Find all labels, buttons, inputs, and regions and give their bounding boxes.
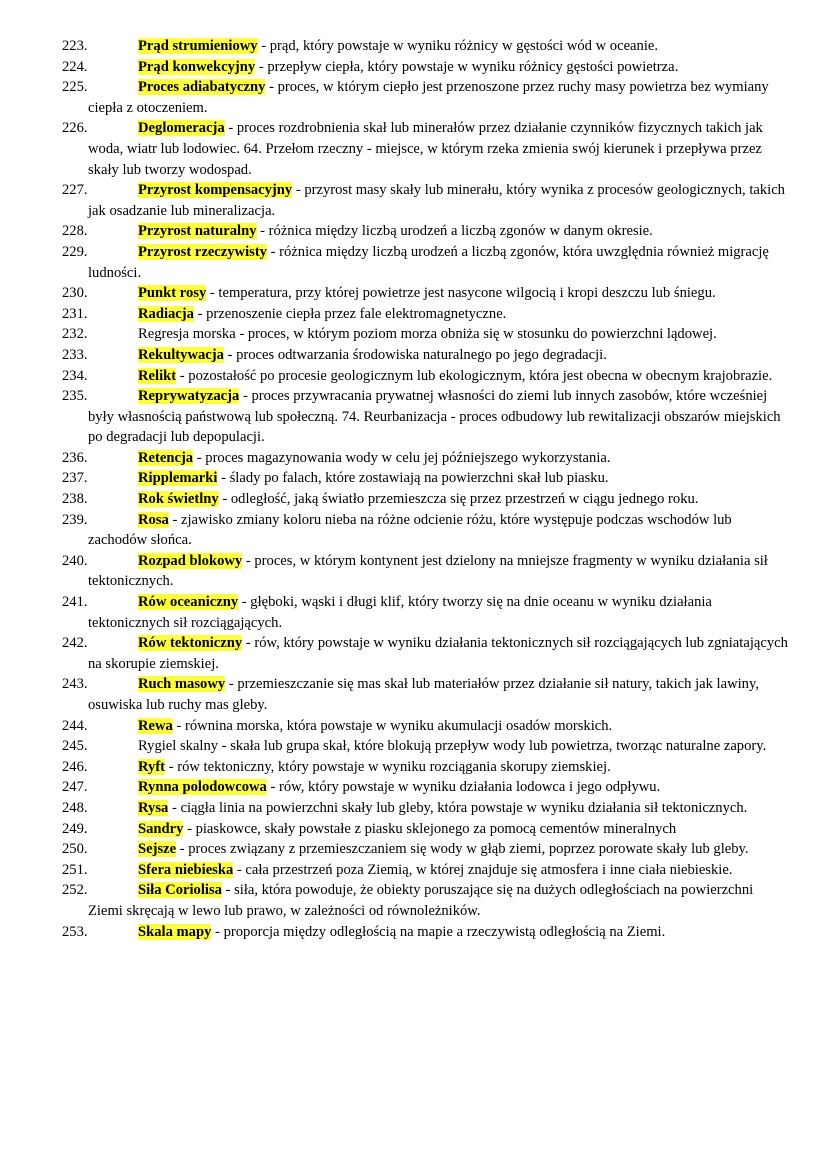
entry-definition: - proces związany z przemieszczaniem się wody w głąb ziemi, poprzez porowate skały lub gleby. (176, 841, 749, 858)
highlighted-term: Relikt (138, 367, 177, 384)
glossary-entry (62, 36, 788, 57)
entry-number: 238. (62, 491, 88, 508)
glossary-entry (62, 283, 788, 304)
highlighted-term: Deglomeracja (138, 120, 225, 137)
entry-definition: - zjawisko zmiany koloru nieba na różne odcienie różu, które występuje podczas wschodów lub zachodów słońca. (88, 511, 732, 549)
entry-number: 246. (62, 758, 88, 775)
highlighted-term: Prąd konwekcyjny (138, 58, 256, 75)
entry-number: 230. (62, 285, 88, 302)
highlighted-term: Prąd strumieniowy (138, 38, 258, 54)
highlighted-term: Przyrost kompensacyjny (138, 182, 293, 199)
glossary-entry (62, 489, 788, 510)
entry-number: 228. (62, 223, 88, 240)
entry-number: 223. (62, 38, 88, 54)
entry-definition: - proces odtwarzania środowiska naturalnego po jego degradacji. (223, 346, 607, 363)
highlighted-term: Rysa (138, 799, 169, 816)
entry-definition: - rów, który powstaje w wyniku działania lodowca i jego odpływu. (266, 779, 661, 796)
highlighted-term: Przyrost naturalny (138, 223, 257, 240)
glossary-entry (62, 57, 788, 78)
entry-definition: - siła, która powoduje, że obiekty poruszające się na dużych odległościach na powierzchni Ziemi skręcają w lewo lub prawo, w zależności od równoleżników. (88, 882, 754, 919)
glossary-list (62, 36, 788, 942)
entry-number: 239. (62, 511, 88, 528)
entry-body (88, 448, 788, 469)
glossary-entry (62, 674, 788, 715)
entry-definition: - proporcja między odległością na mapie a rzeczywistą odległością na Ziemi. (211, 923, 666, 940)
entry-body (88, 345, 788, 366)
entry-body (88, 551, 788, 592)
entry-definition: - ciągła linia na powierzchni skały lub gleby, która powstaje w wyniku działania sił tektonicznych. (168, 799, 748, 816)
entry-term: Regresja morska (138, 326, 236, 343)
entry-body (88, 860, 788, 881)
highlighted-term: Rów tektoniczny (138, 635, 243, 652)
entry-definition: - proces przywracania prywatnej własności do ziemi lub innych zasobów, które wcześniej były własnością państwową lub społeczną. 74. Reurbanizacja - proces odbudowy lub rewitalizacji obszarów miejskich po degradacji lub depopulacji. (88, 388, 781, 446)
entry-definition: - ślady po falach, które zostawiają na powierzchni skał lub piasku. (217, 470, 609, 487)
highlighted-term: Rekultywacja (138, 346, 224, 363)
glossary-entry (62, 736, 788, 757)
entry-number: 241. (62, 594, 88, 611)
glossary-entry (62, 592, 788, 633)
glossary-entry (62, 304, 788, 325)
entry-number: 240. (62, 552, 88, 569)
entry-definition: - różnica między liczbą urodzeń a liczbą zgonów, która uwzględnia również migrację ludności. (88, 243, 769, 281)
entry-definition: - przenoszenie ciepła przez fale elektromagnetyczne. (193, 305, 507, 322)
entry-number: 232. (62, 326, 88, 343)
entry-number: 226. (62, 120, 88, 137)
glossary-entry (62, 345, 788, 366)
entry-body (88, 36, 788, 57)
glossary-entry (62, 633, 788, 674)
glossary-entry (62, 839, 788, 860)
entry-definition: - przyrost masy skały lub minerału, który wynika z procesów geologicznych, takich jak osadzanie lub mineralizacja. (88, 182, 785, 219)
entry-body (88, 839, 788, 860)
entry-number: 247. (62, 779, 88, 796)
entry-number: 229. (62, 243, 88, 260)
glossary-entry (62, 324, 788, 345)
entry-definition: - cała przestrzeń poza Ziemią, w której znajduje się atmosfera i inne ciała niebieskie. (233, 861, 733, 878)
entry-number: 251. (62, 861, 88, 878)
highlighted-term: Sejsze (138, 841, 177, 858)
entry-body (88, 633, 788, 674)
entry-body (88, 180, 788, 221)
entry-body (88, 468, 788, 489)
glossary-entry (62, 922, 788, 943)
entry-body (88, 242, 788, 283)
entry-number: 233. (62, 346, 88, 363)
entry-definition: - piaskowce, skały powstałe z piasku sklejonego za pomocą cementów mineralnych (183, 820, 677, 837)
glossary-entry (62, 880, 788, 921)
entry-number: 236. (62, 449, 88, 466)
highlighted-term: Ruch masowy (138, 676, 226, 693)
entry-definition: - proces, w którym ciepło jest przenoszone przez ruchy masy powietrza bez wymiany ciepła z otoczeniem. (88, 79, 769, 116)
entry-body (88, 922, 788, 943)
glossary-entry (62, 386, 788, 448)
entry-body (88, 324, 788, 345)
entry-number: 237. (62, 470, 88, 487)
highlighted-term: Sandry (138, 820, 184, 837)
glossary-entry (62, 716, 788, 737)
highlighted-term: Retencja (138, 449, 194, 466)
entry-definition: - głęboki, wąski i długi klif, który tworzy się na dnie oceanu w wyniku działania tektonicznych sił rozciągających. (88, 594, 712, 631)
entry-term: Rygiel skalny (138, 738, 219, 755)
highlighted-term: Rosa (138, 511, 169, 528)
highlighted-term: Rynna polodowcowa (138, 779, 267, 796)
glossary-entry (62, 118, 788, 180)
glossary-entry (62, 777, 788, 798)
entry-body (88, 819, 788, 840)
entry-body (88, 221, 788, 242)
entry-number: 253. (62, 923, 88, 940)
entry-body (88, 57, 788, 78)
glossary-entry (62, 510, 788, 551)
entry-definition: - pozostałość po procesie geologicznym lub ekologicznym, która jest obecna w obecnym krajobrazie. (176, 367, 773, 384)
glossary-entry (62, 366, 788, 387)
highlighted-term: Rok świetlny (138, 491, 219, 508)
entry-number: 225. (62, 79, 88, 96)
entry-definition: - proces magazynowania wody w celu jej późniejszego wykorzystania. (193, 449, 611, 466)
entry-definition: - skała lub grupa skał, które blokują przepływ wody lub powietrza, tworząc naturalne zapory. (218, 738, 767, 755)
highlighted-term: Reprywatyzacja (138, 388, 240, 405)
entry-number: 250. (62, 841, 88, 858)
highlighted-term: Sfera niebieska (138, 861, 234, 878)
entry-body (88, 592, 788, 633)
entry-definition: - różnica między liczbą urodzeń a liczbą zgonów w danym okresie. (256, 223, 653, 240)
entry-number: 243. (62, 676, 88, 693)
highlighted-term: Radiacja (138, 305, 194, 322)
entry-body (88, 283, 788, 304)
entry-number: 244. (62, 717, 88, 734)
highlighted-term: Skala mapy (138, 923, 212, 940)
entry-definition: - proces rozdrobnienia skał lub minerałów przez działanie czynników fizycznych takich jak woda, wiatr lub lodowiec. 64. Przełom rzeczny - miejsce, w którym rzeka zmienia swój kierunek i przepływa przez skały lub tworzy wodospad. (88, 120, 763, 178)
glossary-entry (62, 180, 788, 221)
entry-body (88, 510, 788, 551)
entry-body (88, 386, 788, 448)
entry-body (88, 777, 788, 798)
entry-body (88, 489, 788, 510)
entry-definition: - równina morska, która powstaje w wyniku akumulacji osadów morskich. (172, 717, 613, 734)
entry-definition: - rów, który powstaje w wyniku działania tektonicznych sił rozciągających lub zgniatających na skorupie ziemskiej. (88, 635, 788, 672)
entry-number: 249. (62, 820, 88, 837)
glossary-entry (62, 819, 788, 840)
entry-body (88, 880, 788, 921)
entry-number: 234. (62, 367, 88, 384)
highlighted-term: Rozpad blokowy (138, 552, 243, 569)
glossary-entry (62, 77, 788, 118)
entry-body (88, 716, 788, 737)
glossary-entry (62, 798, 788, 819)
entry-body (88, 798, 788, 819)
glossary-entry (62, 448, 788, 469)
highlighted-term: Ryft (138, 758, 166, 775)
highlighted-term: Rewa (138, 717, 173, 734)
entry-definition: - prąd, który powstaje w wyniku różnicy w gęstości wód w oceanie. (257, 38, 659, 54)
entry-body (88, 118, 788, 180)
entry-body (88, 757, 788, 778)
entry-number: 224. (62, 58, 88, 75)
entry-number: 231. (62, 305, 88, 322)
highlighted-term: Przyrost rzeczywisty (138, 243, 267, 260)
highlighted-term: Proces adiabatyczny (138, 79, 266, 96)
entry-number: 248. (62, 799, 88, 816)
entry-definition: - rów tektoniczny, który powstaje w wyniku rozciągania skorupy ziemskiej. (165, 758, 611, 775)
highlighted-term: Rów oceaniczny (138, 594, 239, 611)
entry-definition: - temperatura, przy której powietrze jest nasycone wilgocią i kropi deszczu lub śniegu. (206, 285, 716, 302)
entry-number: 245. (62, 738, 88, 755)
entry-body (88, 674, 788, 715)
entry-body (88, 304, 788, 325)
glossary-entry (62, 551, 788, 592)
entry-definition: - odległość, jaką światło przemieszcza się przez przestrzeń w ciągu jednego roku. (218, 491, 699, 508)
entry-number: 242. (62, 635, 88, 652)
entry-number: 252. (62, 882, 88, 899)
entry-definition: - przemieszczanie się mas skał lub materiałów przez działanie sił natury, takich jak lawiny, osuwiska lub ruchy mas gleby. (88, 676, 759, 713)
entry-body (88, 736, 788, 757)
entry-definition: - proces, w którym poziom morza obniża się w stosunku do powierzchni lądowej. (235, 326, 717, 343)
highlighted-term: Siła Coriolisa (138, 882, 222, 899)
highlighted-term: Ripplemarki (138, 470, 218, 487)
entry-body (88, 366, 788, 387)
highlighted-term: Punkt rosy (138, 285, 207, 302)
entry-number: 235. (62, 388, 88, 405)
glossary-entry (62, 757, 788, 778)
entry-definition: - przepływ ciepła, który powstaje w wyniku różnicy gęstości powietrza. (255, 58, 679, 75)
entry-body (88, 77, 788, 118)
glossary-entry (62, 242, 788, 283)
entry-number: 227. (62, 182, 88, 199)
glossary-entry (62, 468, 788, 489)
entry-definition: - proces, w którym kontynent jest dzielony na mniejsze fragmenty w wyniku działania sił tektonicznych. (88, 552, 768, 590)
glossary-entry (62, 860, 788, 881)
glossary-entry (62, 221, 788, 242)
